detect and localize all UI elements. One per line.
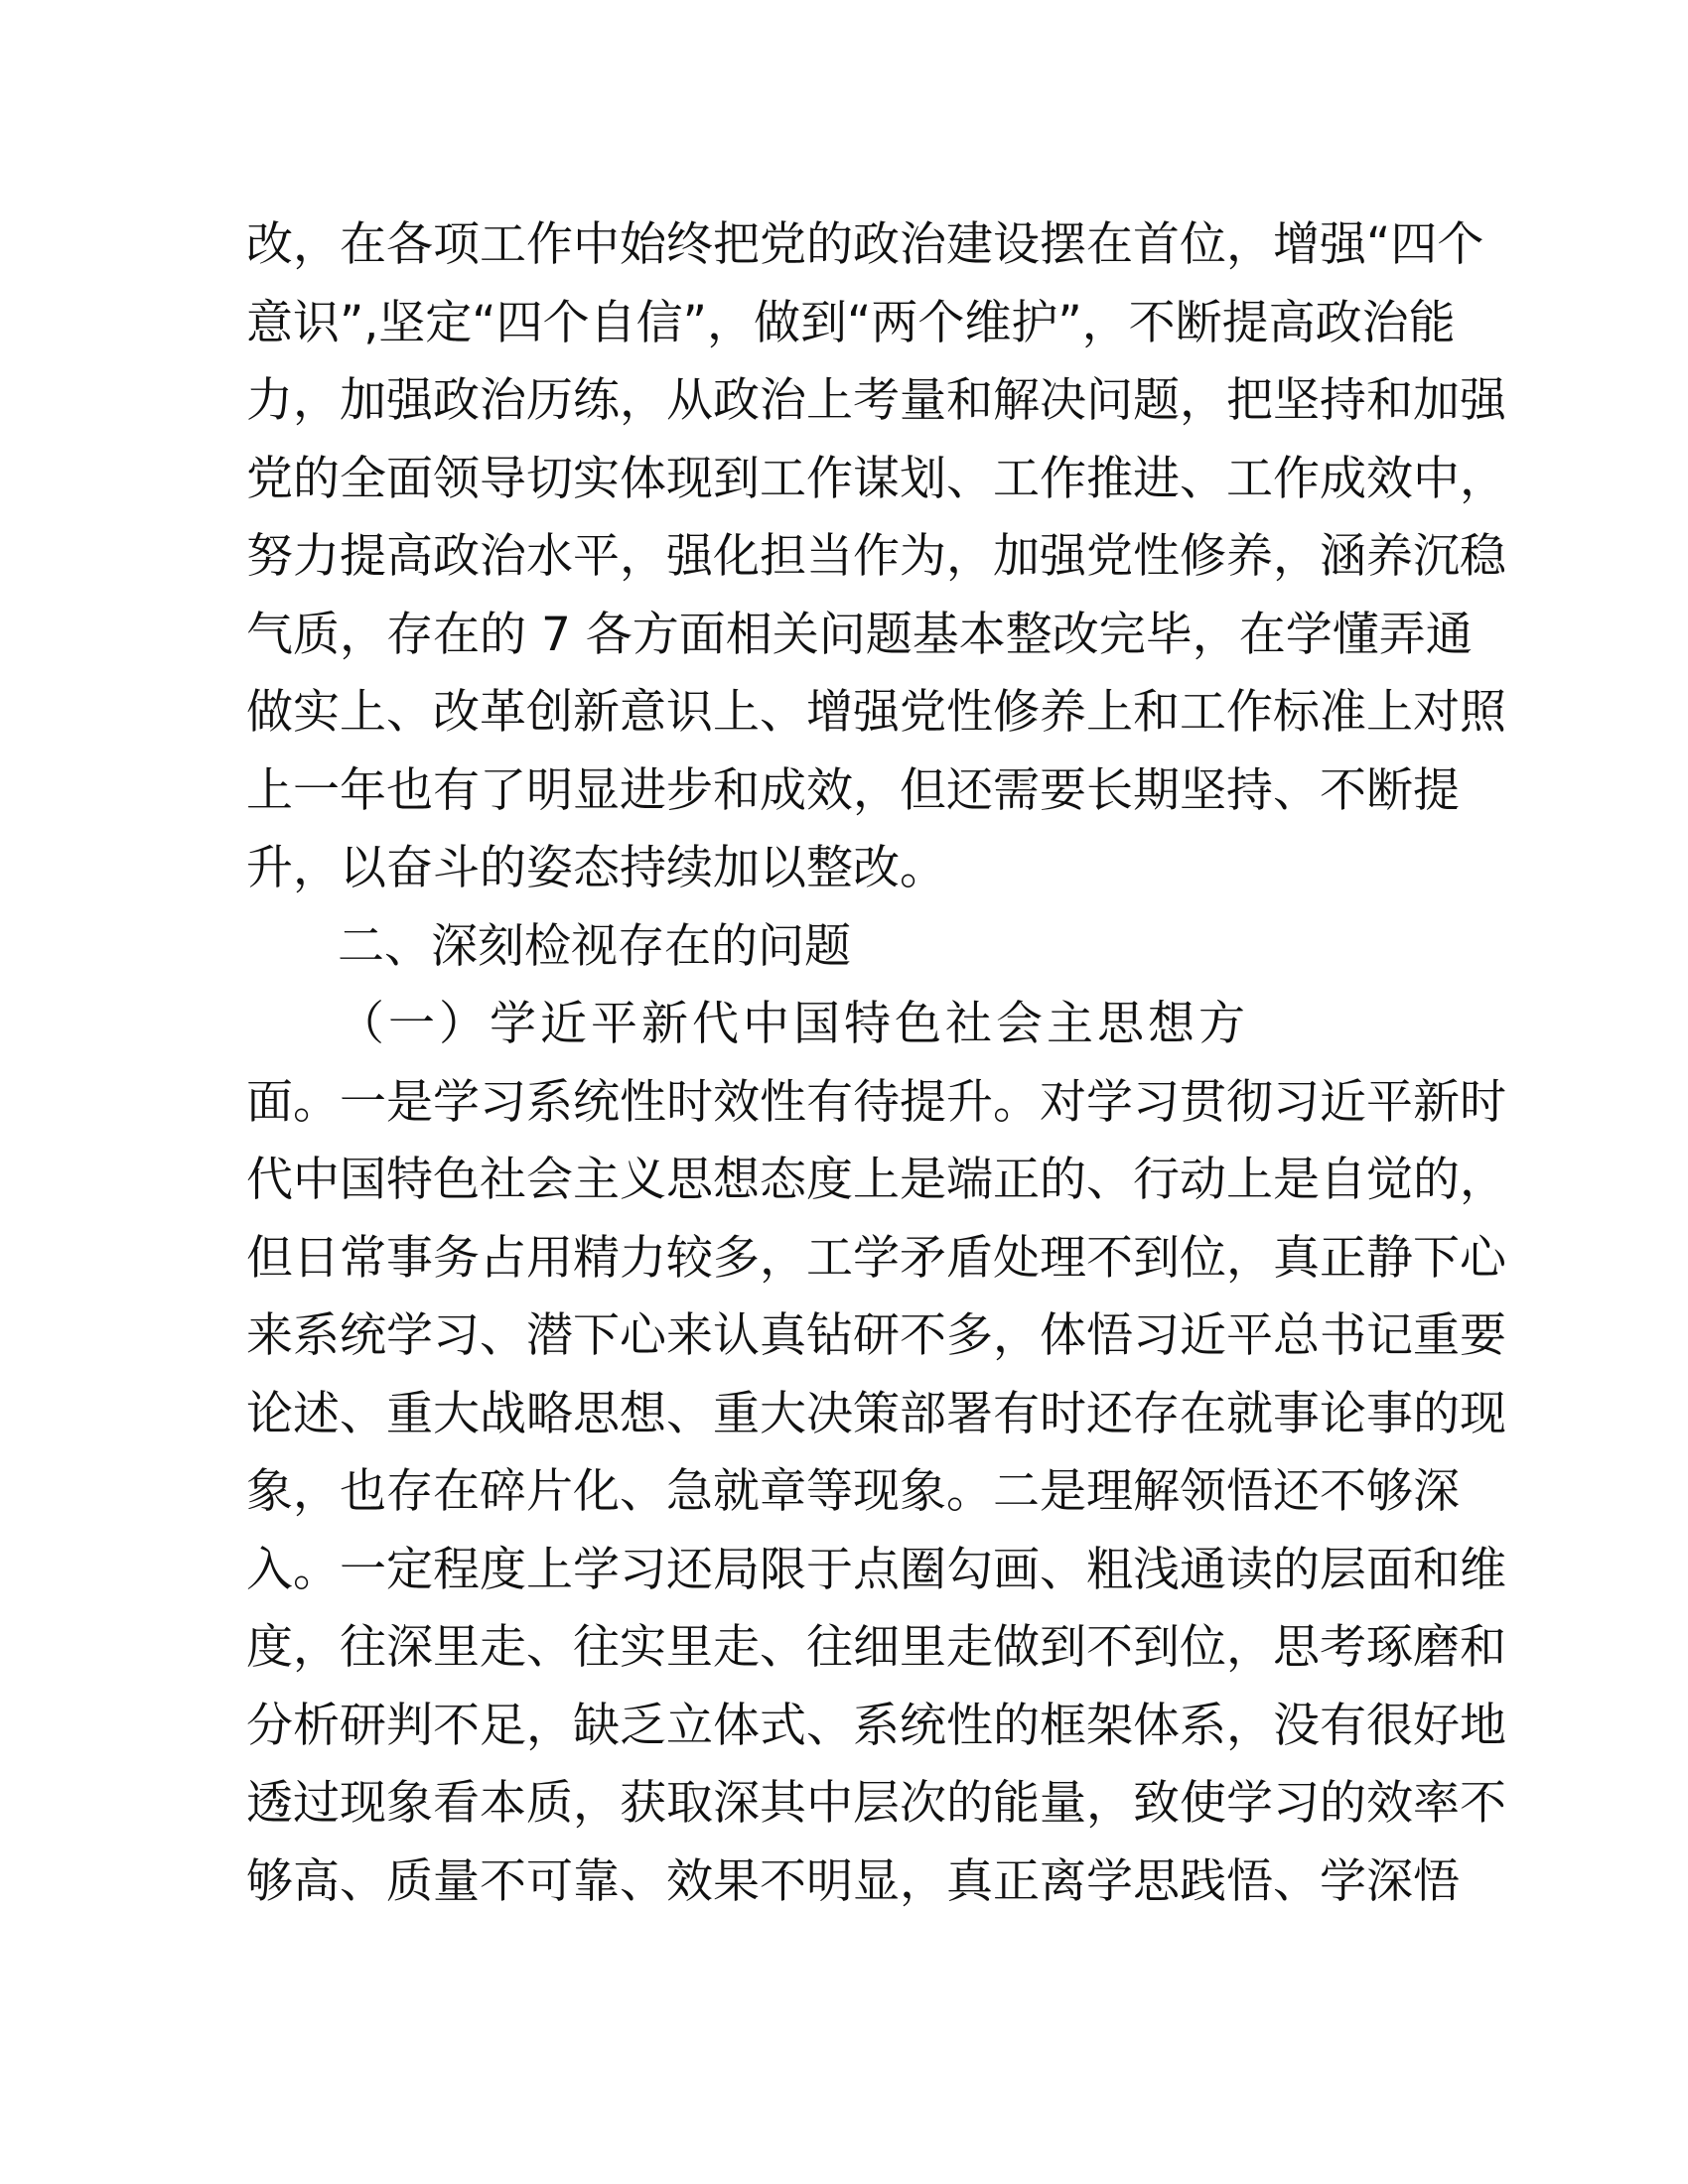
text-line: 但日常事务占用精力较多，工学矛盾处理不到位，真正静下心 <box>246 1230 1506 1286</box>
text-line: 象，也存在碎片化、急就章等现象。二是理解领悟还不够深 <box>246 1464 1460 1519</box>
text-line: 气质，存在的 7 各方面相关问题基本整改完毕，在学懂弄通 <box>246 607 1473 662</box>
text-line: 改，在各项工作中始终把党的政治建设摆在首位，增强“四个 <box>246 217 1484 272</box>
document-body <box>246 206 1506 1921</box>
text-line: 透过现象看本质，获取深其中层次的能量，致使学习的效率不 <box>246 1776 1506 1831</box>
text-line: 做实上、改革创新意识上、增强党性修养上和工作标准上对照 <box>246 685 1506 740</box>
text-line: 意识”,坚定“四个自信”，做到“两个维护”，不断提高政治能 <box>246 295 1456 350</box>
text-line: 努力提高政治水平，强化担当作为，加强党性修养，涵养沉稳 <box>246 529 1506 584</box>
section-heading: 二、深刻检视存在的问题 <box>338 918 851 974</box>
text-line: 面。一是学习系统性时效性有待提升。对学习贯彻习近平新时 <box>246 1074 1506 1130</box>
text-line: 力，加强政治历练，从政治上考量和解决问题，把坚持和加强 <box>246 373 1506 428</box>
text-line: 来系统学习、潜下心来认真钻研不多，体悟习近平总书记重要 <box>246 1308 1506 1363</box>
text-line: 分析研判不足，缺乏立体式、系统性的框架体系，没有很好地 <box>246 1698 1506 1753</box>
text-line: 够高、质量不可靠、效果不明显，真正离学思践悟、学深悟 <box>246 1853 1460 1909</box>
text-line: 论述、重大战略思想、重大决策部署有时还存在就事论事的现 <box>246 1386 1506 1441</box>
text-line: 代中国特色社会主义思想态度上是端正的、行动上是自觉的， <box>246 1153 1506 1207</box>
text-line: 上一年也有了明显进步和成效，但还需要长期坚持、不断提 <box>246 762 1460 818</box>
text-line: 度，往深里走、往实里走、往细里走做到不到位，思考琢磨和 <box>246 1620 1506 1675</box>
text-line: 入。一定程度上学习还局限于点圈勾画、粗浅通读的层面和维 <box>246 1542 1506 1597</box>
subsection-heading: （一）学近平新代中国特色社会主思想方 <box>338 997 1249 1051</box>
text-line: 升，以奋斗的姿态持续加以整改。 <box>246 841 946 895</box>
text-line: 党的全面领导切实体现到工作谋划、工作推进、工作成效中， <box>246 451 1506 506</box>
